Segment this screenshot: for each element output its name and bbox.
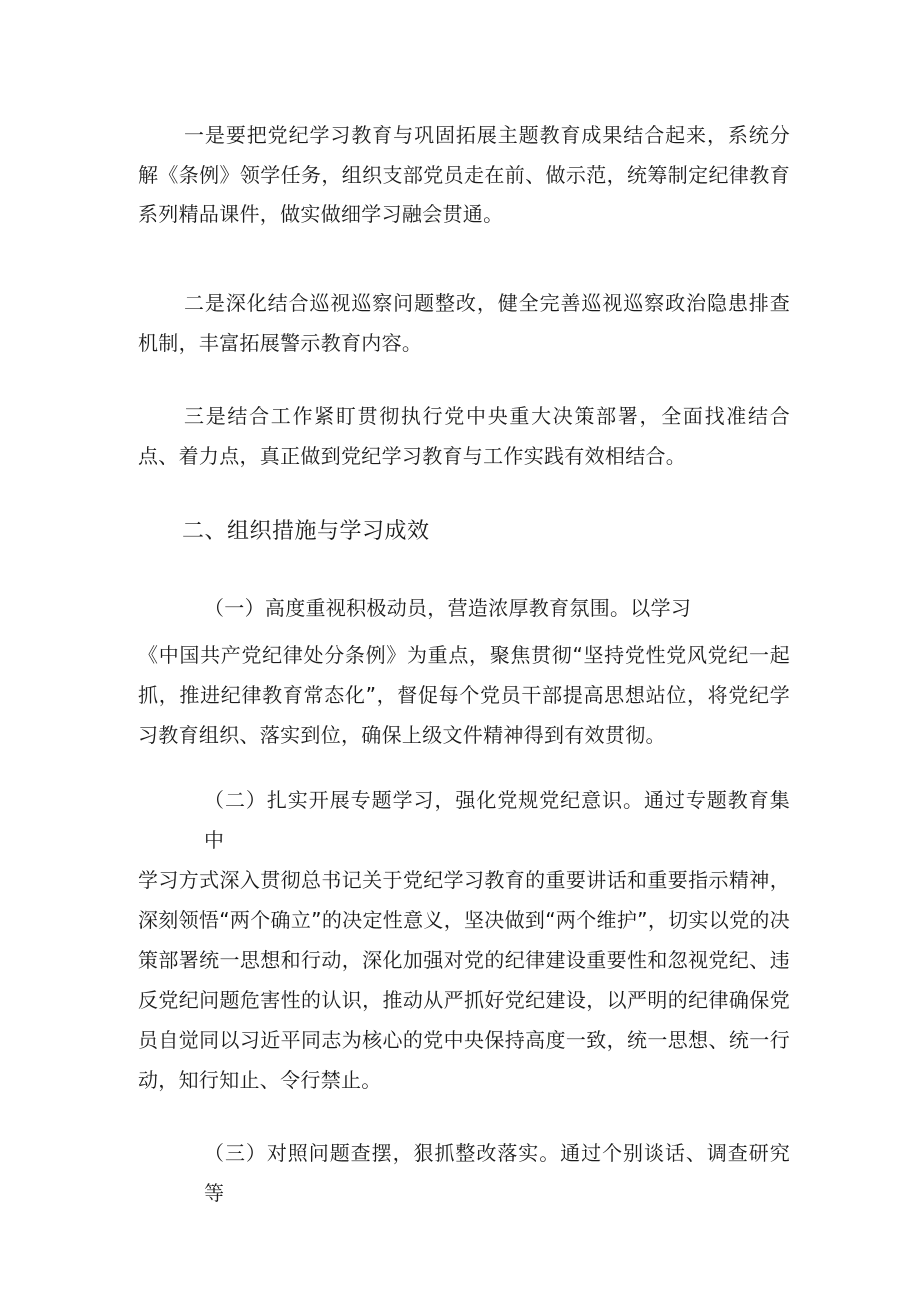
- item-2: [138, 780, 790, 1100]
- paragraph-1: 一是要把党纪学习教育与巩固拓展主题教育成果结合起来，系统分解《条例》领学任务，组织支部党员走在前、做示范，统筹制定纪律教育系列精品课件，做实做细学习融会贯通。: [138, 123, 790, 226]
- paragraph-2: 二是深化结合巡视巡察问题整改，健全完善巡视巡察政治隐患排查机制，丰富拓展警示教育内容。: [138, 291, 790, 355]
- item-2-lead: （二）扎实开展专题学习，强化党规党纪意识。通过专题教育集中: [204, 788, 790, 852]
- item-3-lead: （三）对照问题查摆，狠抓整改落实。通过个别谈话、调查研究等: [204, 1141, 790, 1205]
- item-3: [138, 1133, 790, 1213]
- item-1-body: 《中国共产党纪律处分条例》为重点，聚焦贯彻“坚持党性党风党纪一起抓，推进纪律教育常态化”，督促每个党员干部提高思想站位，将党纪学习教育组织、落实到位，确保上级文件精神得到有效贯彻。: [138, 643, 790, 747]
- item-1: [138, 588, 790, 755]
- section-heading: 二、组织措施与学习成效: [182, 519, 430, 544]
- paragraph-3: 三是结合工作紧盯贯彻执行党中央重大决策部署，全面找准结合点、着力点，真正做到党纪学习教育与工作实践有效相结合。: [138, 404, 790, 468]
- item-2-body: 学习方式深入贯彻总书记关于党纪学习教育的重要讲话和重要指示精神，深刻领悟“两个确立”的决定性意义，坚决做到“两个维护”，切实以党的决策部署统一思想和行动，深化加强对党的纪律建设重要性和忽视党纪、违反党纪问题危害性的认识，推动从严抓好党纪建设，以严明的纪律确保党员自觉同以习近平同志为核心的党中央保持高度一致，统一思想、统一行动，知行知止、令行禁止。: [138, 868, 790, 1092]
- item-1-lead: （一）高度重视积极动员，营造浓厚教育氛围。以学习: [204, 596, 692, 620]
